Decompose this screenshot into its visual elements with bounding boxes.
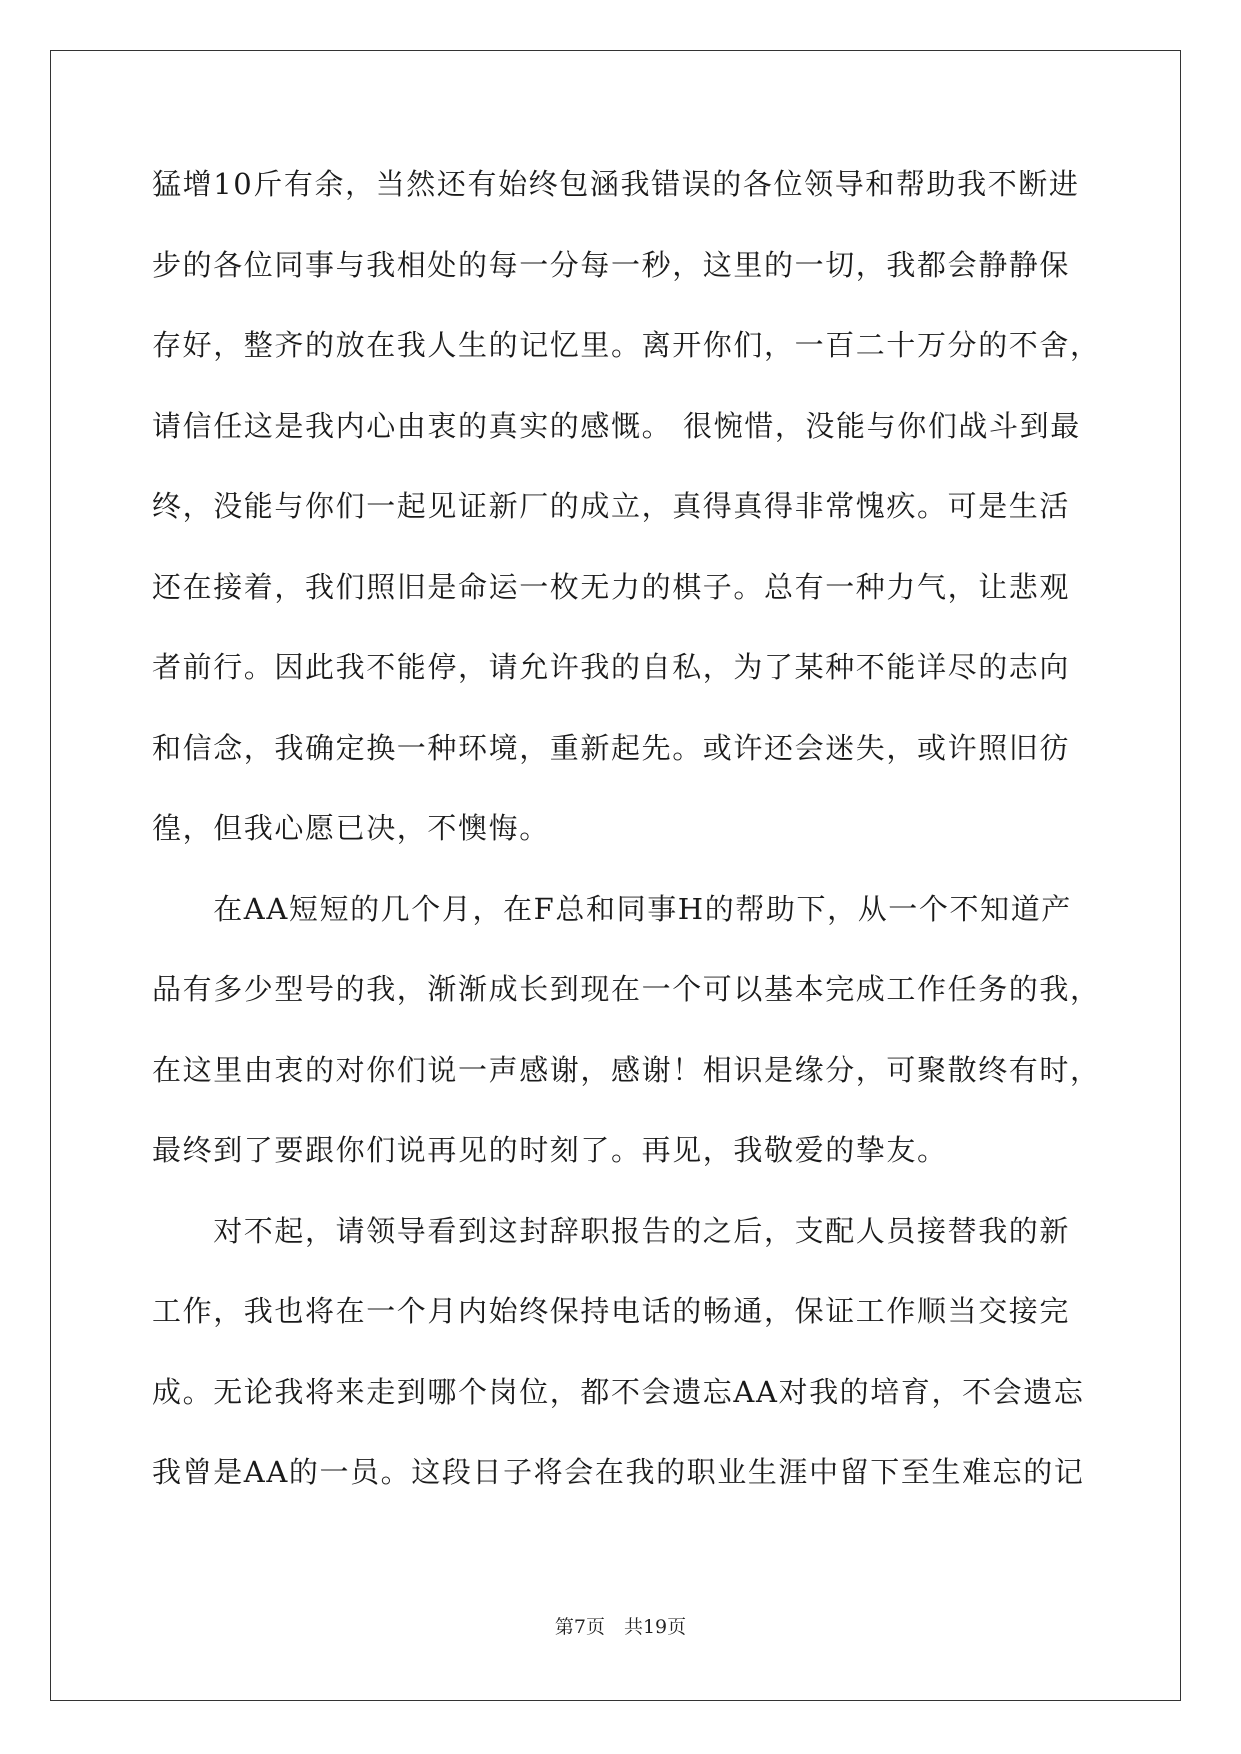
text-line: 请信任这是我内心由衷的真实的感慨。 很惋惜，没能与你们战斗到最	[152, 408, 1081, 443]
text-line: 在这里由衷的对你们说一声感谢，感谢！相识是缘分，可聚散终有时，	[152, 1052, 1101, 1087]
text-line: 对不起，请领导看到这封辞职报告的之后，支配人员接替我的新	[152, 1213, 1071, 1248]
text-line: 在AA短短的几个月，在F总和同事H的帮助下，从一个不知道产	[152, 891, 1072, 926]
text-line: 者前行。因此我不能停，请允许我的自私，为了某种不能详尽的志向	[152, 650, 1071, 684]
text-line: 存好，整齐的放在我人生的记忆里。离开你们，一百二十万分的不舍，	[152, 328, 1101, 362]
text-line: 成。无论我将来走到哪个岗位，都不会遗忘AA对我的培育，不会遗忘	[152, 1374, 1085, 1409]
document-body	[152, 160, 1101, 1529]
text-line: 和信念，我确定换一种环境，重新起先。或许还会迷失，或许照旧彷	[152, 730, 1071, 765]
text-line: 工作，我也将在一个月内始终保持电话的畅通，保证工作顺当交接完	[152, 1294, 1071, 1328]
text-line: 品有多少型号的我，渐渐成长到现在一个可以基本完成工作任务的我，	[152, 972, 1101, 1006]
text-line: 最终到了要跟你们说再见的时刻了。再见，我敬爱的挚友。	[152, 1133, 948, 1167]
page-number-footer: 第7页 共19页	[554, 1616, 687, 1638]
text-line: 终，没能与你们一起见证新厂的成立，真得真得非常愧疚。可是生活	[152, 489, 1071, 523]
text-line: 我曾是AA的一员。这段日子将会在我的职业生涯中留下至生难忘的记	[152, 1455, 1085, 1489]
text-line: 徨，但我心愿已决，不懊悔。	[152, 811, 550, 845]
text-line: 猛增10斤有余，当然还有始终包涵我错误的各位领导和帮助我不断进	[152, 167, 1080, 201]
text-line: 步的各位同事与我相处的每一分每一秒，这里的一切，我都会静静保	[152, 247, 1071, 282]
text-line: 还在接着，我们照旧是命运一枚无力的棋子。总有一种力气，让悲观	[152, 569, 1071, 604]
